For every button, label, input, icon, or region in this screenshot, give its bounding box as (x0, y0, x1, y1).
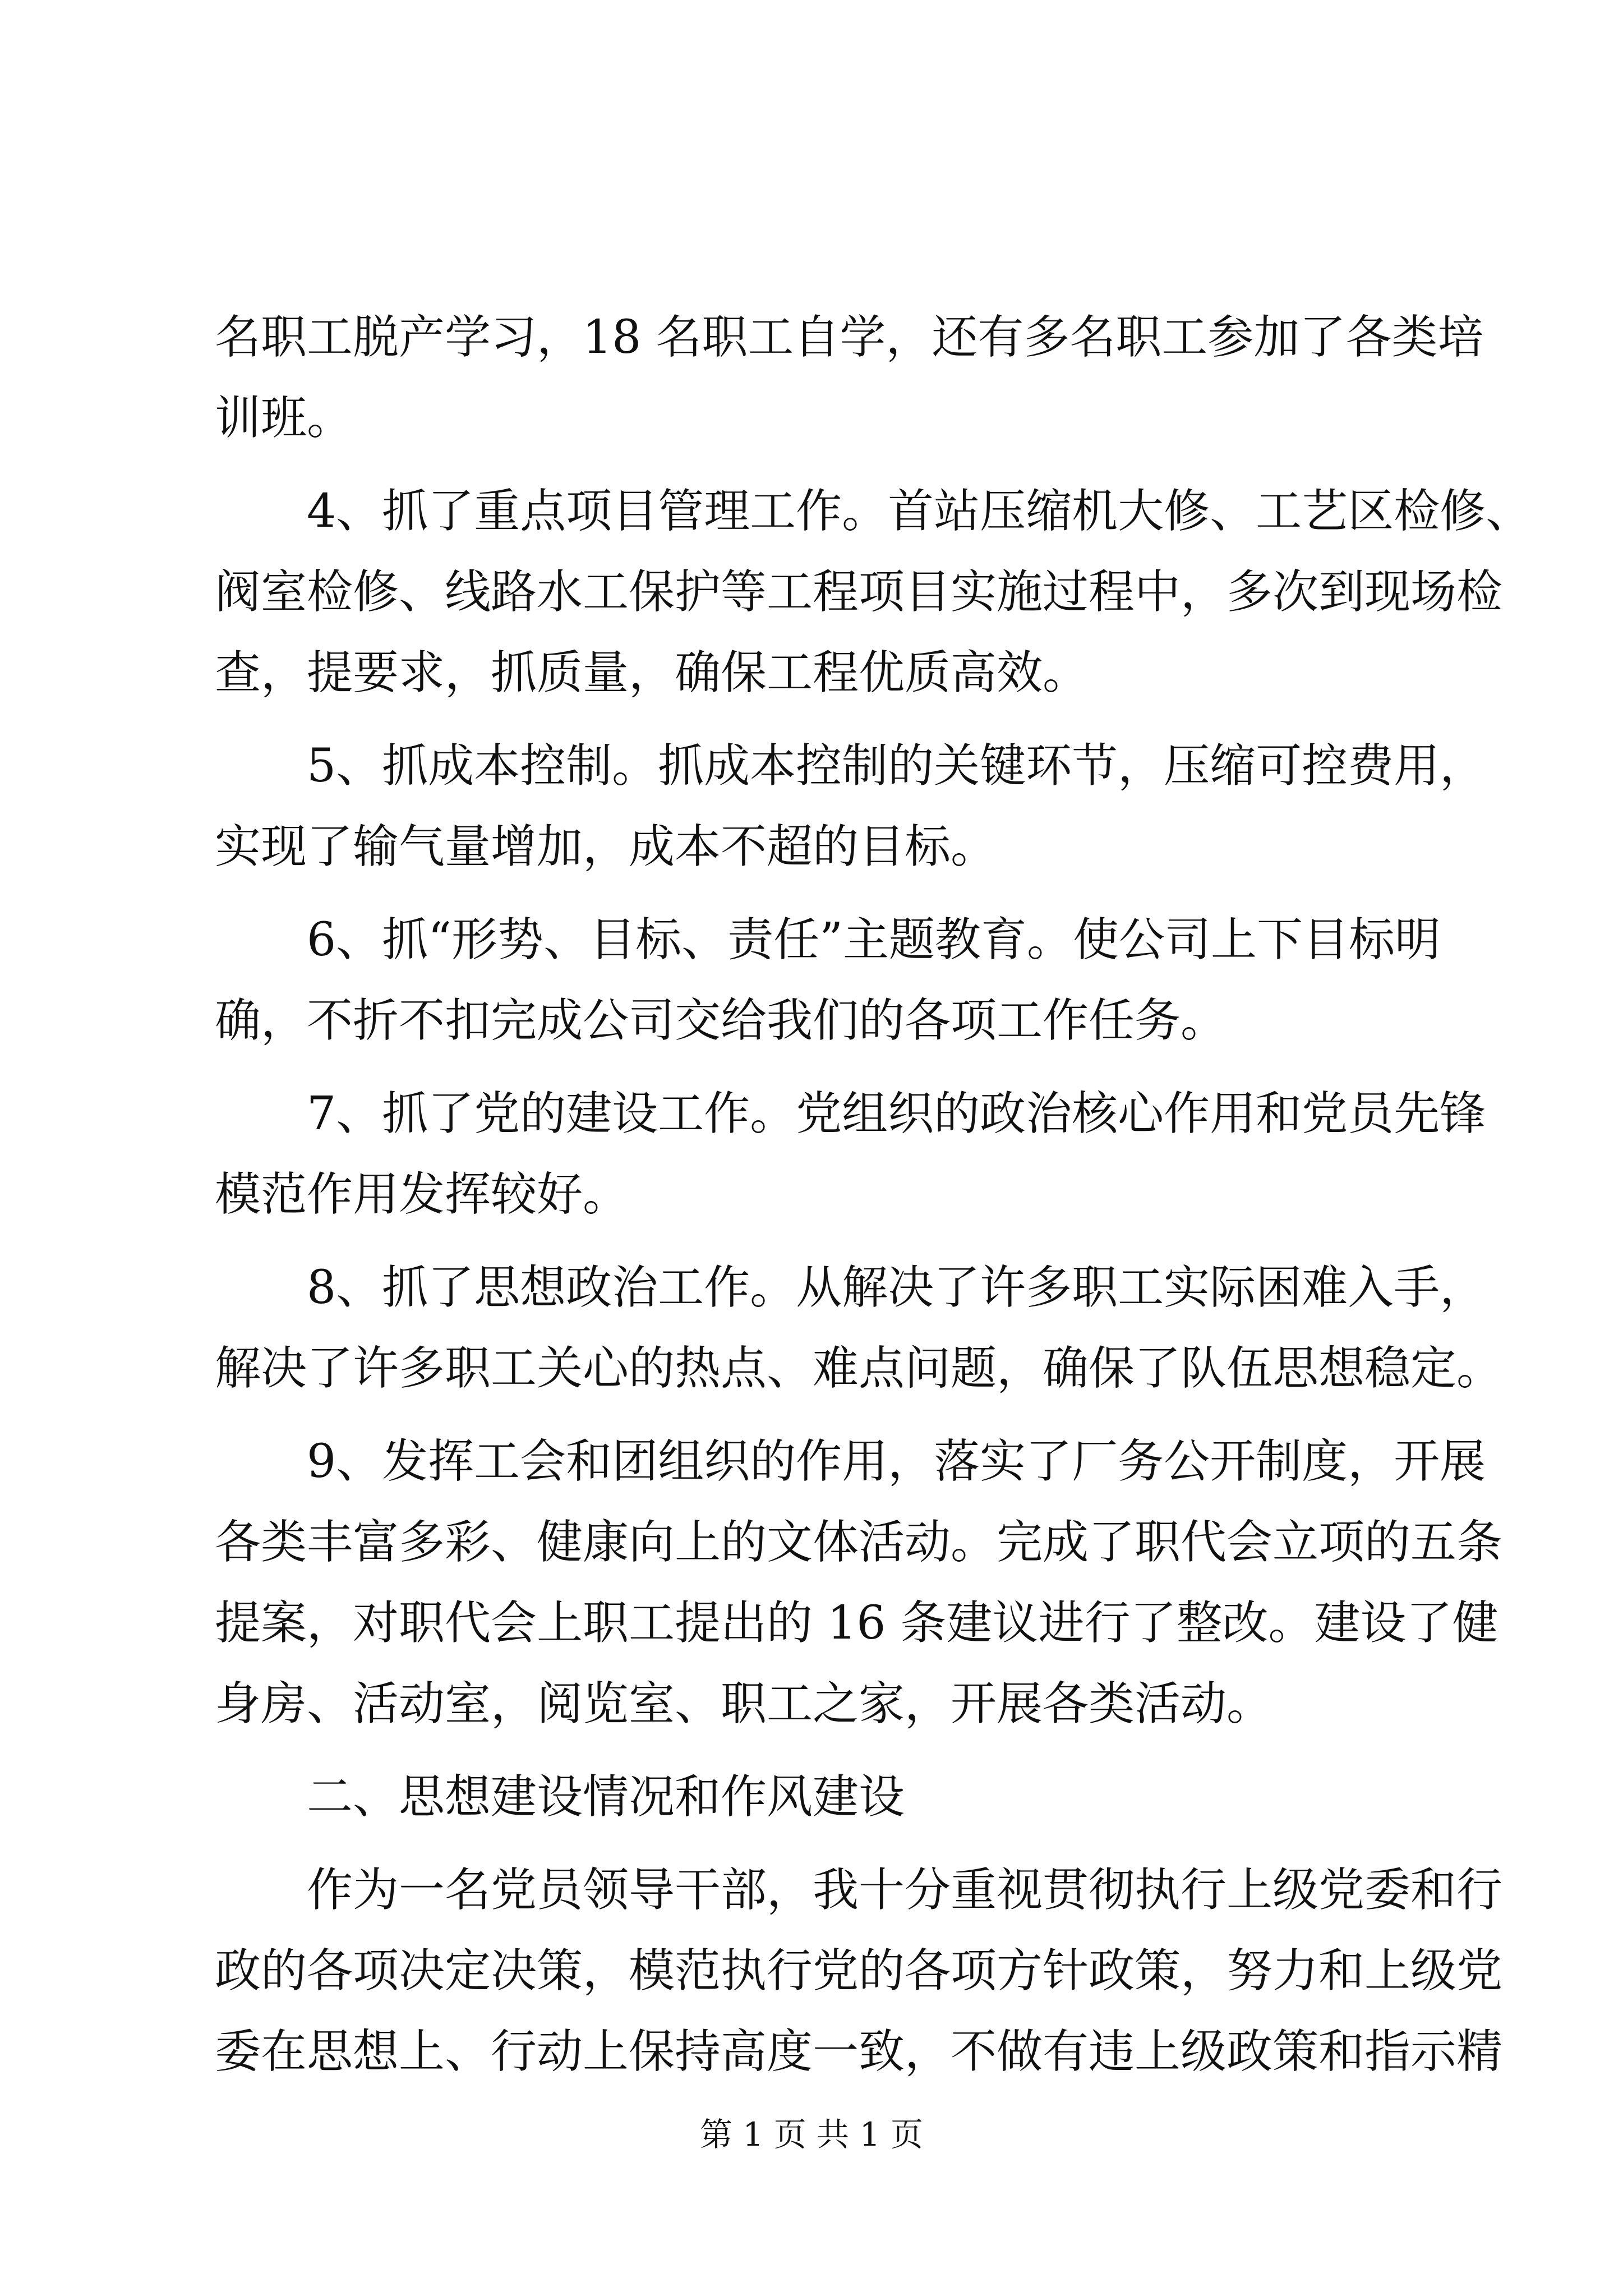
document-body (215, 297, 1532, 2092)
section-heading: 二、思想建设情况和作风建设 (307, 1770, 905, 1824)
text-line: 解决了许多职工关心的热点、难点问题，确保了队伍思想稳定。 (215, 1342, 1503, 1395)
text-line: 委在思想上、行动上保持高度一致，不做有违上级政策和指示精 (215, 2025, 1503, 2078)
text-line: 各类丰富多彩、健康向上的文体活动。完成了职代会立项的五条 (215, 1516, 1503, 1569)
paragraph-item-5-start: 5、抓成本控制。抓成本控制的关键环节，压缩可控费用， (307, 739, 1486, 793)
text-line: 确，不折不扣完成公司交给我们的各项工作任务。 (215, 994, 1227, 1047)
text-line: 名职工脱产学习，18 名职工自学，还有多名职工参加了各类培 (215, 311, 1484, 364)
paragraph-item-4-start: 4、抓了重点项目管理工作。首站压缩机大修、工艺区检修、 (307, 485, 1532, 538)
paragraph-item-9-start: 9、发挥工会和团组织的作用，落实了厂务公开制度，开展 (307, 1435, 1486, 1488)
text-line: 训班。 (215, 392, 353, 445)
text-line: 提案，对职代会上职工提出的 16 条建议进行了整改。建设了健 (215, 1596, 1498, 1650)
text-line: 查，提要求，抓质量，确保工程优质高效。 (215, 646, 1089, 700)
text-line: 实现了输气量增加，成本不超的目标。 (215, 820, 997, 873)
text-line: 政的各项决定决策，模范执行党的各项方针政策，努力和上级党 (215, 1944, 1503, 1998)
page-number-footer: 第 1 页 共 1 页 (700, 2115, 923, 2154)
paragraph-start: 作为一名党员领导干部，我十分重视贯彻执行上级党委和行 (307, 1864, 1503, 1917)
paragraph-item-8-start: 8、抓了思想政治工作。从解决了许多职工实际困难入手， (307, 1261, 1486, 1314)
paragraph-item-7-start: 7、抓了党的建设工作。党组织的政治核心作用和党员先锋 (307, 1087, 1486, 1140)
paragraph-item-6-start: 6、抓“形势、目标、责任”主题教育。使公司上下目标明 (307, 913, 1441, 967)
text-line: 阀室检修、线路水工保护等工程项目实施过程中，多次到现场检 (215, 565, 1503, 619)
text-line: 身房、活动室，阅览室、职工之家，开展各类活动。 (215, 1677, 1273, 1731)
text-line: 模范作用发挥较好。 (215, 1168, 629, 1221)
